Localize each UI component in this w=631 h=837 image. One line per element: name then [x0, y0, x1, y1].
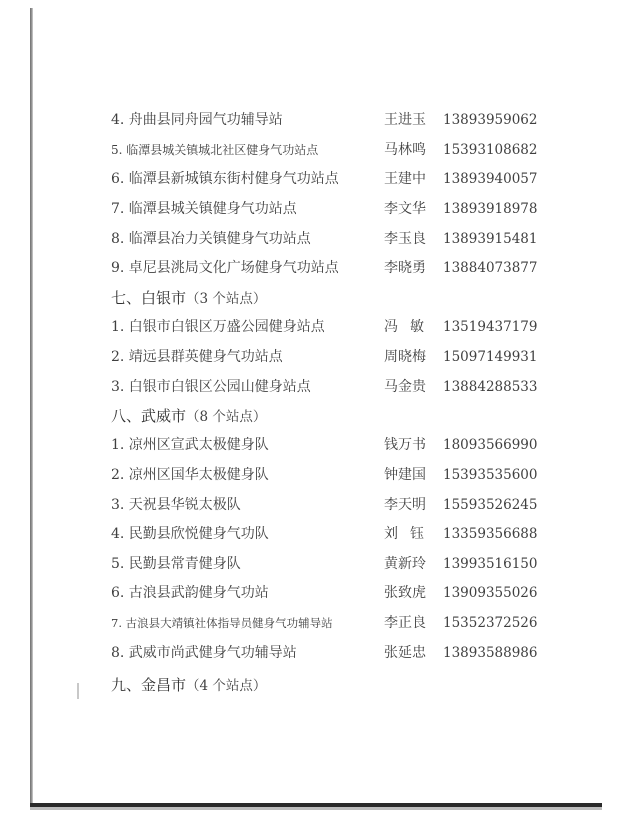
phone-number: 18093566990 [443, 437, 538, 453]
phone-number: 13893588986 [443, 645, 538, 661]
list-item [0, 642, 631, 664]
phone-number: 15097149931 [443, 349, 538, 365]
contact-person: 刘钰 [384, 526, 436, 542]
station-name: 8. 武威市尚武健身气功辅导站 [111, 645, 297, 661]
contact-person: 冯敏 [384, 319, 436, 335]
phone-number: 15393108682 [443, 142, 538, 158]
list-item [0, 612, 631, 634]
phone-number: 13893959062 [443, 112, 538, 128]
station-name: 5. 民勤县常青健身队 [111, 556, 241, 572]
list-item [0, 316, 631, 338]
list-item [0, 434, 631, 456]
station-name: 9. 卓尼县洮局文化广场健身气功站点 [111, 260, 339, 276]
contact-person: 李天明 [384, 497, 426, 513]
phone-number: 15352372526 [443, 615, 538, 631]
contact-person: 周晓梅 [384, 349, 426, 365]
station-name: 3. 白银市白银区公园山健身站点 [111, 379, 311, 395]
phone-number: 13893915481 [443, 231, 538, 247]
section-count: （4 个站点） [186, 678, 267, 694]
scan-mark [77, 683, 79, 699]
list-item [0, 376, 631, 398]
contact-person: 王建中 [384, 171, 426, 187]
phone-number: 13884288533 [443, 379, 538, 395]
list-item [0, 228, 631, 250]
station-name: 2. 靖远县群英健身气功站点 [111, 349, 283, 365]
contact-person: 钟建国 [384, 467, 426, 483]
list-item [0, 168, 631, 190]
contact-person: 黄新玲 [384, 556, 426, 572]
phone-number: 13359356688 [443, 526, 538, 542]
station-name: 4. 民勤县欣悦健身气功队 [111, 526, 269, 542]
phone-number: 13519437179 [443, 319, 538, 335]
list-item [0, 109, 631, 131]
contact-person: 李文华 [384, 201, 426, 217]
list-item [0, 139, 631, 161]
section-title: 九、金昌市 [111, 676, 187, 694]
station-name: 6. 古浪县武韵健身气功站 [111, 585, 269, 601]
section-heading-jinchang [111, 674, 266, 697]
station-name: 3. 天祝县华锐太极队 [111, 497, 241, 513]
station-name: 1. 凉州区宣武太极健身队 [111, 437, 269, 453]
contact-person: 李玉良 [384, 231, 426, 247]
list-item [0, 346, 631, 368]
section-title: 七、白银市 [111, 289, 187, 307]
phone-number: 15393535600 [443, 467, 538, 483]
phone-number: 13993516150 [443, 556, 538, 572]
list-item [0, 582, 631, 604]
section-count: （8 个站点） [186, 409, 267, 425]
section-count: （3 个站点） [186, 291, 267, 307]
section-title: 八、武威市 [111, 407, 187, 425]
station-name: 7. 临潭县城关镇健身气功站点 [111, 201, 297, 217]
phone-number: 13893918978 [443, 201, 538, 217]
station-name: 4. 舟曲县同舟园气功辅导站 [111, 112, 283, 128]
phone-number: 13884073877 [443, 260, 538, 276]
list-item [0, 198, 631, 220]
station-name: 8. 临潭县冶力关镇健身气功站点 [111, 231, 311, 247]
contact-person: 钱万书 [384, 437, 426, 453]
contact-person: 张延忠 [384, 645, 426, 661]
list-item [0, 553, 631, 575]
station-name: 2. 凉州区国华太极健身队 [111, 467, 269, 483]
list-item [0, 257, 631, 279]
phone-number: 15593526245 [443, 497, 538, 513]
scan-bottom-shadow [30, 807, 602, 810]
contact-person: 王进玉 [384, 112, 426, 128]
contact-person: 马金贵 [384, 379, 426, 395]
list-item [0, 464, 631, 486]
station-name: 1. 白银市白银区万盛公园健身站点 [111, 319, 325, 335]
section-heading-baiyin [111, 287, 266, 310]
station-name: 7. 古浪县大靖镇社体指导员健身气功辅导站 [111, 616, 333, 630]
station-name: 6. 临潭县新城镇东街村健身气功站点 [111, 171, 339, 187]
contact-person: 马林鸣 [384, 142, 426, 158]
contact-person: 张致虎 [384, 585, 426, 601]
list-item [0, 523, 631, 545]
contact-person: 李正良 [384, 615, 426, 631]
phone-number: 13893940057 [443, 171, 538, 187]
station-name: 5. 临潭县城关镇城北社区健身气功站点 [111, 143, 319, 157]
contact-person: 李晓勇 [384, 260, 426, 276]
list-item [0, 494, 631, 516]
phone-number: 13909355026 [443, 585, 538, 601]
section-heading-wuwei [111, 405, 266, 428]
